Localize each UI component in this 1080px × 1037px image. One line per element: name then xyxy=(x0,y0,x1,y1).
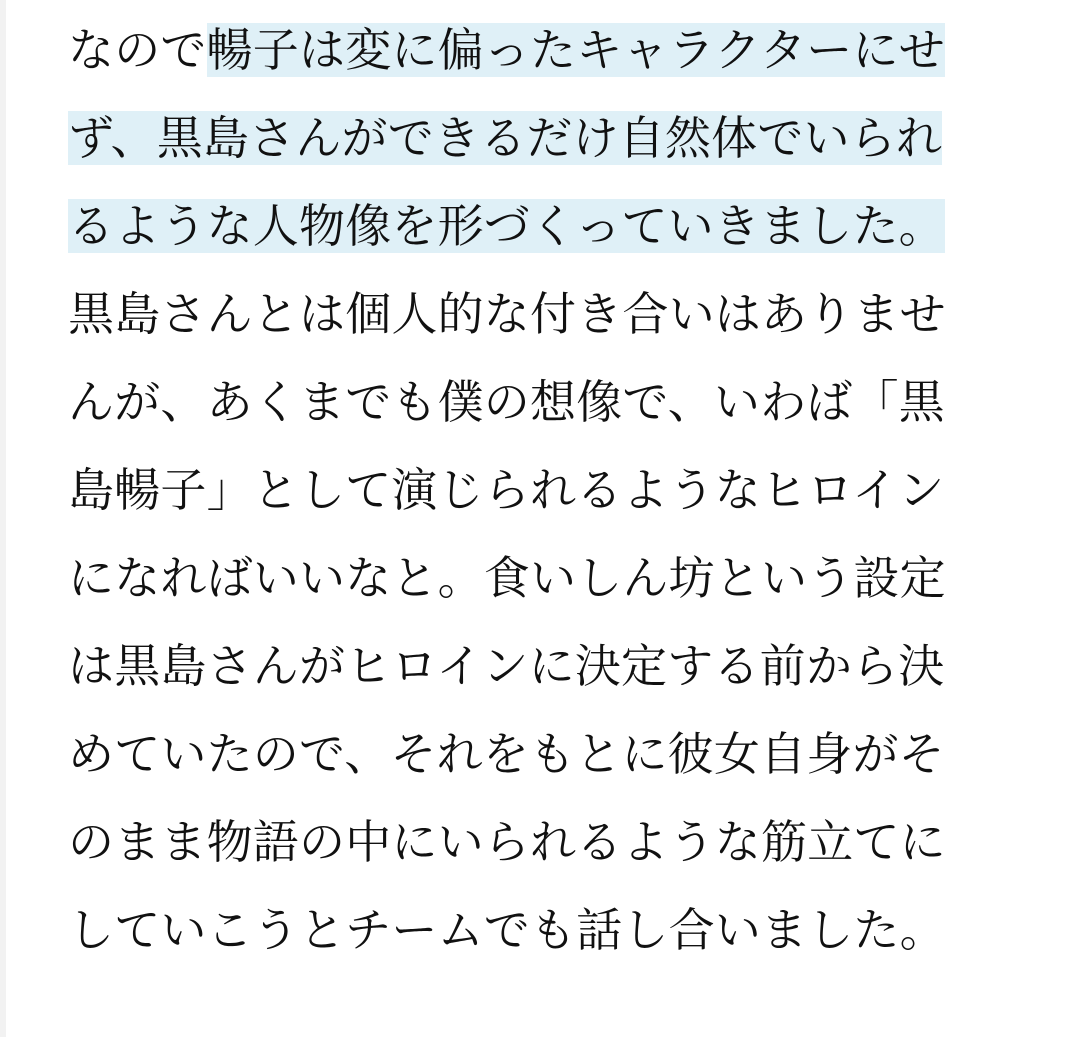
paragraph-segment-plain-tail: 黒島さんとは個人的な付き合いはありませんが、あくまでも僕の想像で、いわば「黒島暢子」として演じられるようなヒロインになればいいなと。食いしん坊という設定は黒島さんがヒロインに決定する前から決めていたので、それをもとに彼女自身がそのまま物語の中にいられるような筋立てにしていこうとチームでも話し合いました。 xyxy=(68,287,946,957)
paragraph-segment-plain-lead: なので xyxy=(68,23,207,77)
article-paragraph xyxy=(68,6,988,974)
paragraph-segment-highlighted: 暢子は変に偏ったキャラクターにせず、黒島さんができるだけ自然体でいられるような人物像を形づくっていきました。 xyxy=(68,23,945,253)
left-margin-rule xyxy=(0,0,6,1037)
